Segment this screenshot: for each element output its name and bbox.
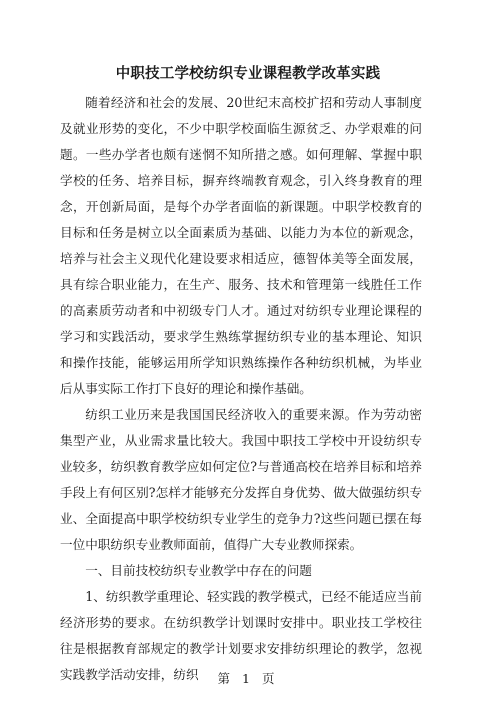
section-heading: 一、目前技校纺织专业教学中存在的问题: [85, 563, 312, 578]
paragraph-problem-1: 1、纺织教学重理论、轻实践的教学模式，已经不能适应当前经济形势的要求。在纺织教学计划课时安排中。职业技工学校往往是根据教育部规定的教学计划要求安排纺织理论的教学，忽视实践教学活动安排，纺织: [60, 589, 422, 682]
document-title: 中职技工学校纺织专业课程教学改革实践: [115, 66, 381, 82]
document-body: [60, 90, 422, 688]
paragraph-industry: 纺织工业历来是我国国民经济收入的重要来源。作为劳动密集型产业，从业需求量比较大。我国中职技工学校中开设纺织专业较多，纺织教育教学应如何定位?与普通高校在培养目标和培养手段上有何区别?怎样才能够充分发挥自身优势、做大做强纺织专业、全面提高中职学校纺织专业学生的竞争力?这些问题已摆在每一位中职纺织专业教师面前，值得广大专业教师探索。: [60, 407, 422, 552]
page-number: 第 1 页: [217, 671, 279, 686]
paragraph-intro: 随着经济和社会的发展、20世纪末高校扩招和劳动人事制度及就业形势的变化，不少中职学校面临生源贫乏、办学艰难的问题。一些办学者也颇有迷惘不知所措之感。如何理解、掌握中职学校的任务、培养目标，摒弃终端教育观念，引入终身教育的理念，开创新局面，是每个办学者面临的新课题。中职学校教育的目标和任务是树立以全面素质为基础、以能力为本位的新观念，培养与社会主义现代化建设要求相适应，德智体美等全面发展，具有综合职业能力，在生产、服务、技术和管理第一线胜任工作的高素质劳动者和中初级专门人才。通过对纺织专业理论课程的学习和实践活动，要求学生熟练掌握纺织专业的基本理论、知识和操作技能，能够运用所学知识熟练操作各种纺织机械，为毕业后从事实际工作打下良好的理论和操作基础。: [60, 95, 422, 396]
